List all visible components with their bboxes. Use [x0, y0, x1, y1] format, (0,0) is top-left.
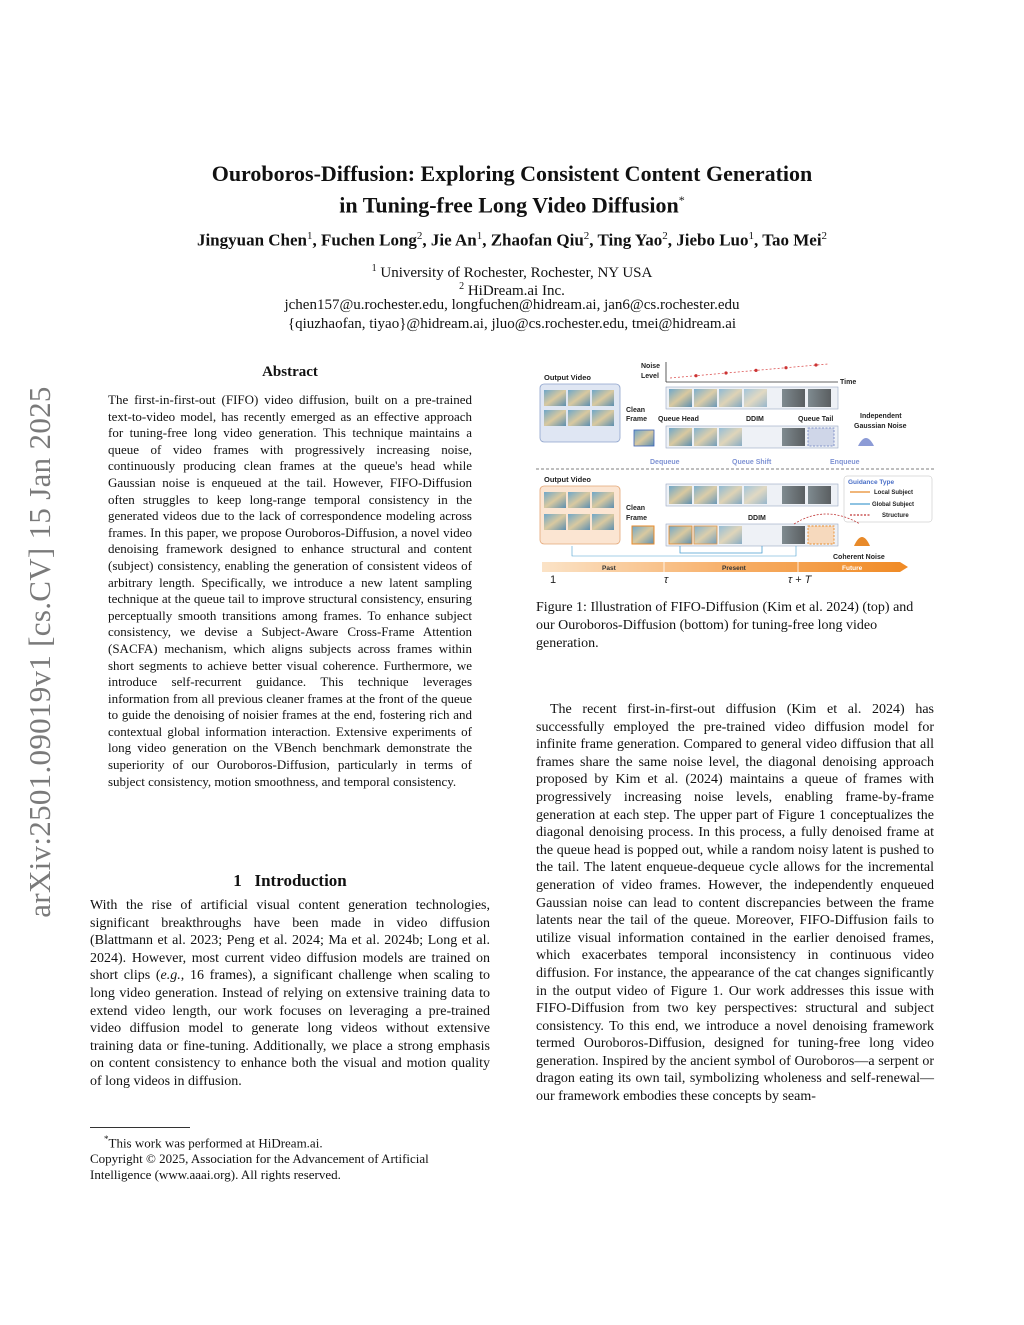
queue-frame: [808, 389, 831, 407]
queue-frame: [744, 486, 767, 504]
author-name: Jingyuan Chen: [196, 230, 308, 250]
title-footnote-mark: *: [678, 193, 685, 207]
author-affiliation-sup: 2: [821, 230, 828, 242]
author-name: Jiebo Luo: [676, 230, 749, 250]
author-name: Jie An: [430, 230, 477, 250]
noise-point: [754, 369, 757, 372]
author-name: Tao Mei: [762, 230, 822, 250]
noise-point: [814, 363, 817, 366]
label-level: Level: [641, 373, 659, 380]
paper-title-line-1: Ouroboros-Diffusion: Exploring Consistent Content Generation: [211, 161, 813, 186]
introduction-body: [90, 897, 490, 1091]
affiliation-1-text: University of Rochester, Rochester, NY USA: [380, 265, 653, 281]
label-independent-1: Independent: [860, 413, 902, 420]
queue-frame: [694, 428, 717, 446]
emails-line-1: jchen157@u.rochester.edu, longfuchen@hidream.ai, jan6@cs.rochester.edu: [284, 297, 740, 313]
tick-one: 1: [550, 574, 557, 586]
label-past: Past: [602, 565, 616, 572]
output-frame-top: [568, 390, 590, 406]
queue-frame: [782, 526, 805, 544]
gaussian-noise-icon: [858, 438, 874, 446]
queue-frame: [694, 389, 717, 407]
tick-tau-plus-T: τ + T: [788, 574, 812, 586]
queue-frame: [719, 486, 742, 504]
intro-text-b: , 16 frames), a significant challenge when scaling to long video generation. Instead of relying on extensive training data to extend video length, our work focuses on leveraging a pre-trained video diffusion model to generate long videos without extensive training data or fine-tuning. Additionally, we place a strong emphasis on content consistency to enhance both the visual and motion quality of long videos in diffusion.: [90, 968, 490, 1089]
right-column-body: [536, 701, 934, 1106]
clean-frame-top: [634, 430, 654, 446]
label-present: Present: [722, 565, 746, 572]
intro-text-a: With the rise of artificial visual content generation technologies, significant breakthroughs have been made in video diffusion (Blattmann et al. 2023; Peng et al. 2024; Ma et al. 2024b; Long et al. 2024). However, most current video diffusion models are trained on short clips (: [90, 898, 490, 984]
intro-eg: e.g.: [160, 968, 181, 984]
affiliation-1-sup: 1: [371, 263, 377, 274]
label-queue-shift: Queue Shift: [732, 459, 772, 466]
queue-frame: [744, 389, 767, 407]
label-clean-frame-top-1: Clean: [626, 407, 646, 414]
output-frame-bottom: [568, 492, 590, 508]
author-affiliation-sup: 2: [416, 230, 423, 242]
queue-frame: [782, 389, 805, 407]
footnote-block: [90, 1131, 490, 1183]
label-independent-2: Gaussian Noise: [854, 423, 907, 430]
label-global-subject: Global Subject: [872, 502, 915, 508]
label-guidance-type: Guidance Type: [848, 479, 895, 486]
label-output-video-top: Output Video: [544, 373, 591, 382]
arxiv-stamp: [18, 362, 62, 942]
affiliation-2-sup: 2: [459, 281, 465, 292]
noise-point: [694, 374, 697, 377]
author-name: Ting Yao: [597, 230, 663, 250]
global-guidance-bracket: [680, 546, 762, 553]
label-output-video-bottom: Output Video: [544, 475, 591, 484]
label-ddim-top: DDIM: [746, 416, 764, 423]
label-dequeue: Dequeue: [650, 459, 680, 466]
abstract-heading: Abstract: [262, 364, 318, 380]
tick-tau: τ: [664, 574, 669, 586]
coherent-enqueue-slot: [808, 526, 834, 544]
queue-frame: [669, 428, 692, 446]
copyright-notice: Copyright © 2025, Association for the Advancement of Artificial Intelligence (www.aaai.org). All rights reserved.: [90, 1151, 429, 1183]
output-frame-top: [592, 410, 614, 426]
footnote-rule: [90, 1127, 190, 1128]
output-frame-bottom: [592, 492, 614, 508]
label-queue-tail: Queue Tail: [798, 416, 834, 423]
figure-1: [536, 356, 936, 586]
label-ddim-bottom: DDIM: [748, 515, 766, 522]
label-future: Future: [842, 565, 863, 572]
queue-frame: [669, 526, 692, 544]
queue-frame: [782, 486, 805, 504]
right-paragraph: The recent first-in-first-out diffusion (Kim et al. 2024) has successfully employed the pre-trained video diffusion model for infinite frame generation. Compared to general video diffusion that all frames share the same noise level, the diagonal denoising approach proposed by Kim et al. (2024) maintains a queue of frames with progressively increasing noise levels, enabling frame-by-frame generation at each step. The upper part of Figure 1 conceptualizes the diagonal denoising process. In this process, a fully denoised frame at the queue head is popped out, while a random noisy latent is pushed to the tail. The latent enqueue-dequeue cycle allows for the incremental generation of video frames. However, the independently enqueued Gaussian noise can lead to content discrepancies between the frame latents near the tail of the queue. Moreover, FIFO-Diffusion fails to utilize visual information contained in the earlier denoised frames, which exacerbates temporal inconsistency in continuous video diffusion. For instance, the appearance of the cat changes significantly in the output video of Figure 1. Our work addresses this issue with FIFO-Diffusion from two key perspectives: structural and subject consistency. To this end, we introduce a novel denoising framework termed Ouroboros-Diffusion, designed for tuning-free long video generation. Inspired by the ancient symbol of Ouroboros—a serpent or dragon eating its own tail, symbolizing wholeness and self-renewal—our framework embodies these concepts by seam-: [536, 702, 934, 1105]
label-queue-head: Queue Head: [658, 416, 699, 423]
label-structure: Structure: [882, 513, 909, 519]
footnote-line: [90, 1131, 490, 1151]
label-local-subject: Local Subject: [874, 490, 914, 496]
output-frame-bottom: [544, 514, 566, 530]
emails-line-2: {qiuzhaofan, tiyao}@hidream.ai, jluo@cs.rochester.edu, tmei@hidream.ai: [287, 316, 737, 332]
queue-frame: [669, 389, 692, 407]
output-frame-bottom: [544, 492, 566, 508]
paper-title-line-2-text: in Tuning-free Long Video Diffusion: [339, 192, 679, 218]
label-coherent-noise: Coherent Noise: [833, 554, 885, 561]
label-time: Time: [840, 379, 857, 386]
author-name: Fuchen Long: [321, 230, 417, 250]
affiliation-2-text: HiDream.ai Inc.: [467, 283, 565, 299]
author-name: Zhaofan Qiu: [490, 230, 584, 250]
queue-frame: [694, 486, 717, 504]
label-clean-frame-top-2: Frame: [626, 416, 648, 423]
author-affiliation-sup: 2: [583, 230, 590, 242]
noise-point: [724, 371, 727, 374]
author-affiliation-sup: 1: [748, 230, 754, 242]
label-enqueue: Enqueue: [830, 459, 860, 466]
figure-1-caption: Figure 1: Illustration of FIFO-Diffusion (Kim et al. 2024) (top) and our Ouroboros-Diffusion (bottom) for tuning-free long video generation.: [536, 600, 914, 651]
queue-frame: [694, 526, 717, 544]
footnote-text: This work was performed at HiDream.ai.: [108, 1135, 323, 1151]
author-affiliation-sup: 2: [662, 230, 668, 242]
intro-paragraph-1: [90, 897, 490, 1091]
queue-frame: [719, 526, 742, 544]
author-affiliation-sup: 1: [476, 230, 483, 242]
footnote-mark: *: [104, 1134, 109, 1144]
label-clean-frame-bottom-1: Clean: [626, 505, 646, 512]
queue-frame: [669, 486, 692, 504]
noise-point: [784, 366, 787, 369]
global-guidance-link: [572, 546, 796, 556]
section-number: 1: [233, 871, 242, 890]
output-frame-top: [544, 410, 566, 426]
coherent-noise-icon: [854, 537, 870, 546]
arxiv-id: arXiv:2501.09019v1 [cs.CV] 15 Jan 2025: [22, 386, 57, 918]
section-heading-introduction: [90, 871, 490, 891]
clean-frame-bottom: [632, 526, 654, 544]
section-title: Introduction: [254, 871, 347, 890]
output-frame-top: [568, 410, 590, 426]
output-frame-top: [544, 390, 566, 406]
output-frame-bottom: [592, 514, 614, 530]
output-frame-bottom: [568, 514, 590, 530]
label-clean-frame-bottom-2: Frame: [626, 515, 648, 522]
noise-trend-line: [670, 364, 828, 378]
queue-frame: [719, 389, 742, 407]
abstract-text: The first-in-first-out (FIFO) video diffusion, built on a pre-trained text-to-video model, has recently emerged as an effective approach for tuning-free long video generation. This technique maintains a queue of video frames with progressively increasing noise, continuously producing clean frames at the queue's head while Gaussian noise is enqueued at the tail. However, FIFO-Diffusion often struggles to keep long-range temporal consistency in the generated videos due to the lack of correspondence modeling across frames. In this paper, we propose Ouroboros-Diffusion, a novel video denoising framework designed to enhance structural and content (subject) consistency, enabling the generation of consistent videos of arbitrary length. Specifically, we introduce a new latent sampling technique at the queue tail to improve structural consistency, ensuring perceptually smooth transitions among frames. To enhance subject consistency, we devise a Subject-Aware Cross-Frame Attention (SACFA) mechanism, which aligns subjects across frames within short segments to achieve better visual coherence. Furthermore, we introduce self-recurrent guidance. This technique leverages information from all previous cleaner frames at the front of the queue to guide the denoising of noisier frames at the end, fostering rich and contextual global information interaction. Extensive experiments of long video generation on the VBench benchmark demonstrate the superiority of our Ouroboros-Diffusion, particularly in terms of subject consistency, motion smoothness, and temporal consistency.: [108, 392, 472, 789]
queue-frame: [782, 428, 805, 446]
author-list: Jingyuan Chen$^1$, Fuchen Long$^2$, Jie An$^1$, Zhaofan Qiu$^2$, Ting Yao$^2$, Jiebo Luo$^1$, Tao Mei$^2$: [196, 230, 828, 250]
queue-frame: [808, 486, 831, 504]
enqueue-slot: [808, 428, 834, 446]
label-noise: Noise: [641, 363, 661, 370]
queue-frame: [719, 428, 742, 446]
paper-title-line-2: [0, 187, 1024, 218]
author-affiliation-sup: 1: [307, 230, 313, 242]
abstract-body: [108, 392, 472, 790]
output-frame-top: [592, 390, 614, 406]
